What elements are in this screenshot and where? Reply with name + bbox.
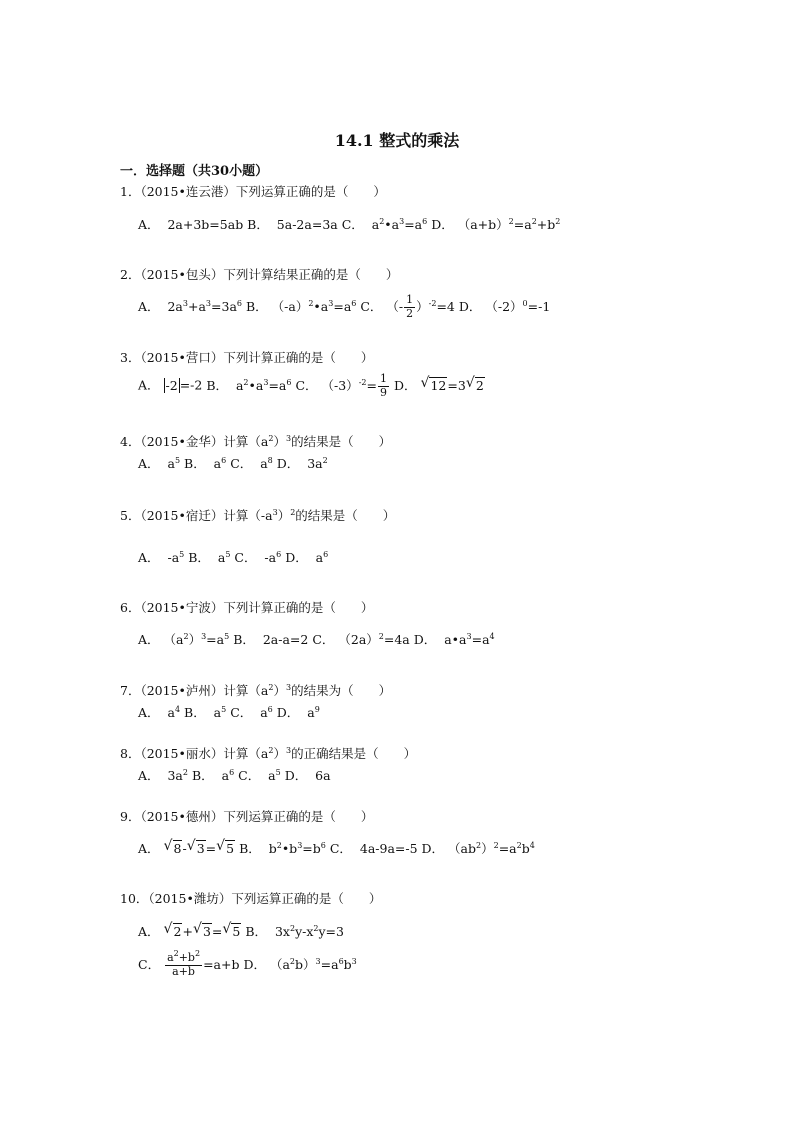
option-a: A． 2a+3b=5ab <box>138 217 248 232</box>
question-6: 6．（2015•宁波）下列计算正确的是（ ） <box>120 600 374 615</box>
option-d: D． $(-2)^0=-1$ <box>458 298 551 314</box>
option-b: B． $(-a)^2•a^3=a^6$ <box>245 298 357 314</box>
option-a: A． $-a^5$ <box>138 550 185 565</box>
question-9-options <box>138 839 535 857</box>
question-10-options-row2 <box>138 949 357 978</box>
question-1: 1．（2015•连云港）下列运算正确的是（ ） <box>120 184 386 199</box>
option-b: B． $a^5$ <box>188 550 231 565</box>
option-a: A． $2a^3+a^3=3a^6$ <box>138 298 242 314</box>
option-d: D． $3a^2$ <box>276 456 328 471</box>
option-d: D． $a^6$ <box>285 550 329 565</box>
option-d: D． $(ab^2)^2=a^2b^4$ <box>421 841 535 856</box>
question-2: 2．（2015•包头）下列计算结果正确的是（ ） <box>120 267 399 282</box>
option-c: C． $a^5$ <box>238 768 281 783</box>
option-c: C． 4a-9a=-5 <box>329 841 422 856</box>
question-10-options-row1 <box>138 922 344 940</box>
question-7: 7．（2015•泸州）计算$(a^2)^3$的结果为（ ） <box>120 683 392 698</box>
page-title: 14.1 整式的乘法 <box>334 131 460 150</box>
option-c: C． $a^8$ <box>230 456 273 471</box>
option-c: C． $a^6$ <box>230 705 273 720</box>
option-c: C． （- $\frac{1}{2}$ ）$^{-2}$=4 <box>360 293 459 320</box>
option-b: B． $a^2•a^3=a^6$ <box>206 377 292 393</box>
option-b: B． 2a-a=2 <box>233 632 313 647</box>
question-2-options <box>138 294 550 320</box>
option-b: B． $3x^2y-x^2y=3$ <box>245 924 344 939</box>
question-5-options <box>138 548 328 566</box>
option-b: B． 5a-2a=3a <box>247 217 342 232</box>
option-a: A． -2 =-2 <box>138 377 207 393</box>
option-d: D． $a^9$ <box>276 705 320 720</box>
option-a: A． $a^5$ <box>138 456 181 471</box>
option-d: D． √ 12=3 √ 2 <box>393 374 484 393</box>
question-3-options <box>138 373 485 399</box>
question-3: 3．（2015•营口）下列计算正确的是（ ） <box>120 350 374 365</box>
option-b: B． $a^6$ <box>184 456 227 471</box>
question-8-options <box>138 766 331 784</box>
option-d: D． $(a^2b)^3=a^6b^3$ <box>243 956 357 972</box>
option-c: C． $-a^6$ <box>234 550 282 565</box>
question-6-options <box>138 630 495 648</box>
question-8: 8．（2015•丽水）计算$(a^2)^3$的正确结果是（ ） <box>120 746 417 761</box>
option-c: C． $a^2•a^3=a^6$ <box>341 217 428 232</box>
option-b: B． $b^2•b^3=b^6$ <box>239 841 326 856</box>
option-c: C． $(2a)^2=4a$ <box>312 632 414 647</box>
question-5: 5．（2015•宿迁）计算$(-a^3)^2$的结果是（ ） <box>120 508 396 523</box>
question-1-options <box>138 215 560 233</box>
question-4-options <box>138 454 328 472</box>
option-d: D． $(a+b)^2=a^2+b^2$ <box>431 217 561 232</box>
option-b: B． $a^6$ <box>191 768 235 783</box>
question-4: 4．（2015•金华）计算$(a^2)^3$的结果是（ ） <box>120 434 392 449</box>
option-c: C． $\frac{a^2+b^2}{a+b}$ =a+b <box>138 949 244 978</box>
option-a: A． $a^4$ <box>138 705 181 720</box>
option-c: C． $(-3)^{-2}=$ $\frac{1}{9}$ <box>295 372 387 399</box>
question-7-options <box>138 703 320 721</box>
question-10: 10．（2015•潍坊）下列运算正确的是（ ） <box>120 891 382 906</box>
option-a: A． $(a^2)^3=a^5$ <box>138 632 230 647</box>
section-title: 一．选择题（共30小题） <box>120 164 269 179</box>
question-9: 9．（2015•德州）下列运算正确的是（ ） <box>120 809 374 824</box>
option-a: A． $3a^2$ <box>138 768 188 783</box>
option-a: A． √ 8- √ 3= √ 5 <box>138 838 235 856</box>
option-d: D． 6a <box>284 768 331 783</box>
option-b: B． $a^5$ <box>184 705 227 720</box>
option-d: D． $a•a^3=a^4$ <box>413 632 495 647</box>
option-a: A． √ 2+ √ 3= √ 5 <box>138 921 241 939</box>
